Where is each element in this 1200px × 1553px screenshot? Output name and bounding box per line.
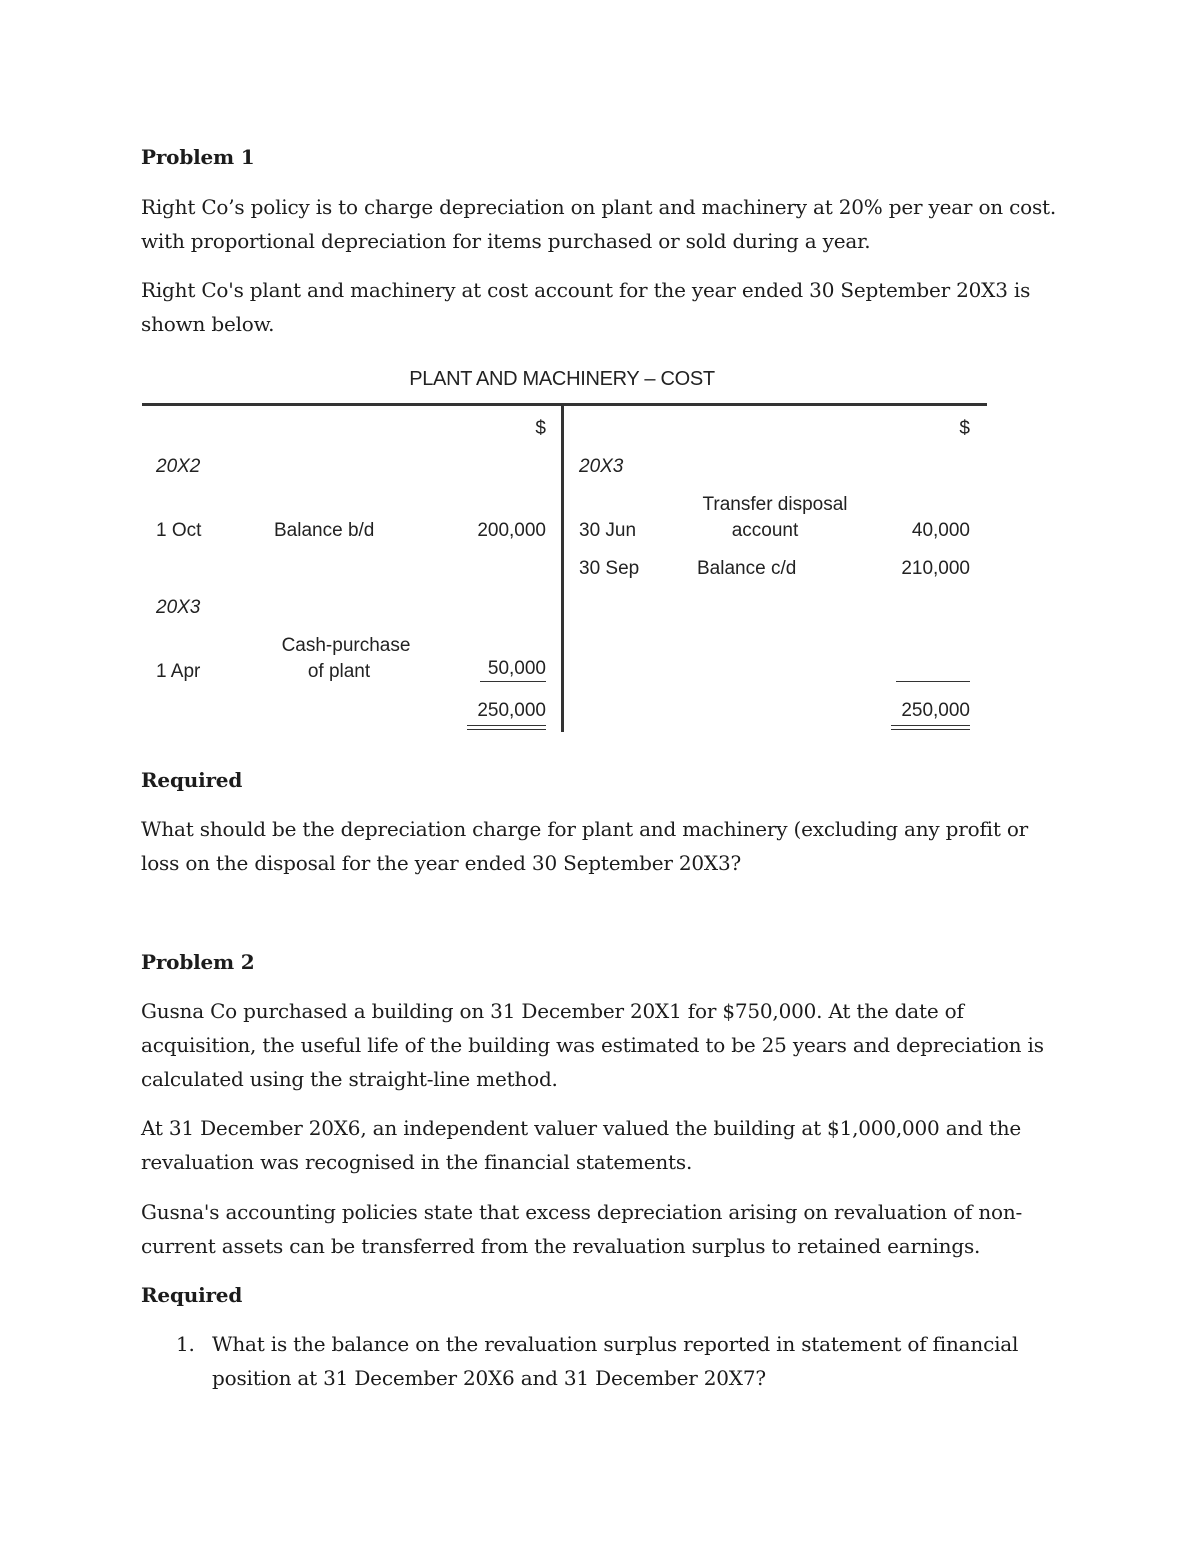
- debit-row2-description-line2: of plant: [307, 661, 371, 682]
- debit-row2-amount: 50,000: [487, 658, 546, 679]
- t-account-title: PLANT AND MACHINERY – COST: [409, 368, 715, 390]
- debit-subtotal-rule: [480, 681, 546, 682]
- credit-row2-amount: 210,000: [901, 558, 970, 579]
- debit-row1-amount: 200,000: [477, 520, 546, 541]
- problem-2-heading: Problem 2: [141, 950, 255, 974]
- credit-total-double-rule-1: [891, 725, 970, 726]
- debit-row2-description-line1: Cash-purchase: [281, 635, 411, 656]
- debit-total: 250,000: [477, 700, 546, 721]
- credit-total: 250,000: [901, 700, 970, 721]
- debit-row2-date: 1 Apr: [156, 661, 201, 682]
- question-1-marker: 1.: [176, 1332, 195, 1356]
- credit-row2-description: Balance c/d: [697, 558, 797, 579]
- question-1-text: What is the balance on the revaluation surplus reported in statement of financial position at 31 December 20X6 and 31 December 20X7?: [212, 1332, 1019, 1390]
- credit-row1-date: 30 Jun: [579, 520, 637, 541]
- t-account-center-rule: [561, 403, 564, 732]
- credit-row1-description-line1: Transfer disposal: [702, 494, 848, 515]
- problem-1-question: What should be the depreciation charge for plant and machinery (excluding any profit or loss on the disposal for the year ended 30 September 20X3?: [141, 817, 1029, 875]
- credit-row2-date: 30 Sep: [579, 558, 640, 579]
- debit-year-label-2: 20X3: [156, 597, 201, 618]
- debit-row1-description: Balance b/d: [274, 520, 375, 541]
- credit-row1-amount: 40,000: [911, 520, 970, 541]
- t-account-top-rule: [142, 403, 987, 406]
- problem-1-required-heading: Required: [141, 768, 243, 792]
- credit-subtotal-rule: [896, 681, 970, 682]
- credit-year-label: 20X3: [579, 456, 624, 477]
- problem-2-required-heading: Required: [141, 1283, 243, 1307]
- debit-row1-date: 1 Oct: [156, 520, 202, 541]
- debit-year-label: 20X2: [156, 456, 201, 477]
- credit-total-double-rule-2: [891, 729, 970, 730]
- debit-total-double-rule-2: [467, 729, 546, 730]
- problem-2-valuation-text: At 31 December 20X6, an independent valuer valued the building at $1,000,000 and the revaluation was recognised in the financial statements.: [141, 1116, 1022, 1174]
- debit-total-double-rule-1: [467, 725, 546, 726]
- credit-currency-label: $: [959, 418, 970, 439]
- problem-2-purchase-text: Gusna Co purchased a building on 31 December 20X1 for $750,000. At the date of acquisition, the useful life of the building was estimated to be 25 years and depreciation is calculated using the straight-line method.: [141, 999, 1044, 1091]
- credit-row1-description-line2: account: [731, 520, 799, 541]
- problem-1-heading: Problem 1: [141, 145, 255, 169]
- t-account: [0, 0, 1200, 760]
- problem-1-intro-text: Right Co's plant and machinery at cost account for the year ended 30 September 20X3 is shown below.: [141, 278, 1031, 336]
- debit-currency-label: $: [535, 418, 546, 439]
- problem-2-policy-text: Gusna's accounting policies state that excess depreciation arising on revaluation of non-current assets can be transferred from the revaluation surplus to retained earnings.: [141, 1200, 1023, 1258]
- problem-1-policy-text: Right Co’s policy is to charge depreciation on plant and machinery at 20% per year on cost. with proportional depreciation for items purchased or sold during a year.: [141, 195, 1057, 253]
